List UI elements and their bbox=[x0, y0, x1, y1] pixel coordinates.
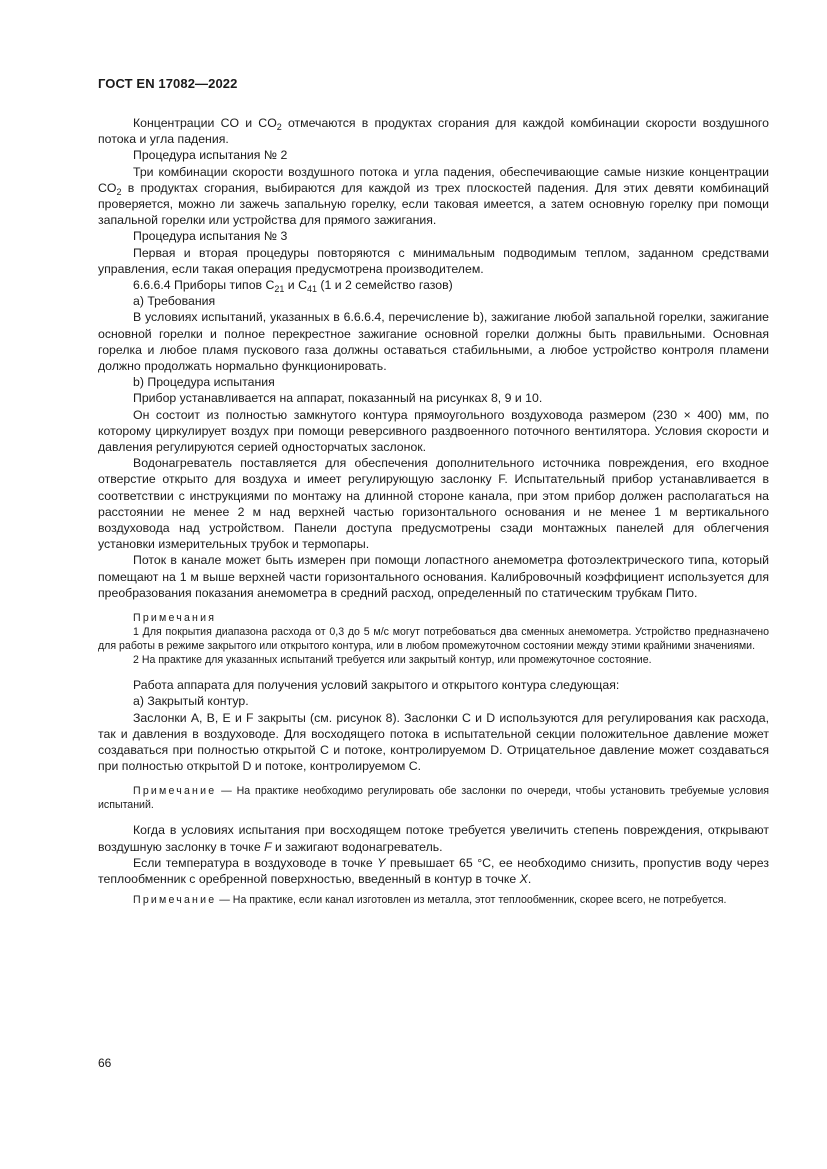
note-block bbox=[98, 893, 769, 907]
paragraph: Когда в условиях испытания при восходящем потоке требуется увеличить степень повреждения, открывают воздушную заслонку в точке F и зажигают водонагреватель. bbox=[98, 823, 769, 854]
notes-block bbox=[98, 611, 769, 667]
paragraph: В условиях испытаний, указанных в 6.6.6.4, перечисление b), зажигание любой запальной горелки, зажигание основной горелки и полное перекрестное зажигание основной горелки должны быть правильными. Основная горелка и любое пламя пускового газа должны оставаться стабильными, а любое устройство контроля пламени должно продолжать нормально функционировать. bbox=[98, 310, 769, 374]
note-block bbox=[98, 784, 769, 812]
note-text: Примечание — На практике необходимо регулировать обе заслонки по очереди, чтобы установить требуемые условия испытаний. bbox=[98, 785, 769, 812]
page-number: 66 bbox=[98, 1056, 112, 1070]
paragraph: Водонагреватель поставляется для обеспечения дополнительного источника повреждения, его входное отверстие открыто для воздуха и имеет регулирующую заслонку F. Испытательный прибор устанавливается в соответствии с инструкциями по монтажу на длинной стороне канала, при этом прибор должен располагаться на расстоянии не менее 2 м над верхней частью горизонтального основания и не менее 1 м вертикального воздуховода над устройством. Панели доступа предусмотрены сзади монтажных панелей для облегчения установки измерительных трубок и термопары. bbox=[98, 456, 769, 552]
paragraph: Поток в канале может быть измерен при помощи лопастного анемометра фотоэлектрического типа, который помещают на 1 м выше верхней части горизонтального основания. Калибровочный коэффициент используется для преобразования показания анемометра в средний расход, определенный по статическим трубкам Пито. bbox=[98, 553, 769, 600]
paragraph: Работа аппарата для получения условий закрытого и открытого контура следующая: bbox=[133, 678, 620, 693]
procedure-heading-2: Процедура испытания № 2 bbox=[133, 148, 288, 163]
page-body bbox=[98, 115, 769, 907]
section-heading: 6.6.6.4 Приборы типов $C_{21}$ и $C_{41}$ (1 и 2 семейство газов) bbox=[133, 278, 453, 295]
subheading-closed-loop: а) Закрытый контур. bbox=[133, 694, 249, 709]
paragraph: Первая и вторая процедуры повторяются с минимальным подводимым теплом, заданном средствами управления, если такая операция предусмотрена производителем. bbox=[98, 245, 769, 276]
paragraph: Прибор устанавливается на аппарат, показанный на рисунках 8, 9 и 10. bbox=[133, 391, 543, 406]
document-header: ГОСТ EN 17082—2022 bbox=[98, 76, 238, 91]
paragraph: Если температура в воздуховоде в точке Y превышает 65 °C, ее необходимо снизить, пропустив воду через теплообменник с оребренной поверхностью, введенный в контур в точке X. bbox=[98, 855, 769, 886]
subheading-requirements: а) Требования bbox=[133, 294, 216, 309]
paragraph: Три комбинации скорости воздушного потока и угла падения, обеспечивающие самые низкие концентрации $CO_2$ в продуктах сгорания, выбираются для каждой из трех плоскостей падения. Для этих девяти комбинаций проверяется, можно ли зажечь запальную горелку, если таковая имеется, а затем основную горелку при помощи запальной горелки или устройства для прямого зажигания. bbox=[98, 164, 769, 228]
note-text: Примечание — На практике, если канал изготовлен из металла, этот теплообменник, скорее всего, не потребуется. bbox=[133, 894, 727, 907]
paragraph: Концентрации CO и $CO_2$ отмечаются в продуктах сгорания для каждой комбинации скорости воздушного потока и угла падения. bbox=[98, 116, 769, 147]
procedure-heading-3: Процедура испытания № 3 bbox=[133, 229, 288, 244]
paragraph: Заслонки A, B, E и F закрыты (см. рисунок 8). Заслонки C и D используются для регулирования как расхода, так и давления в воздуховоде. Для восходящего потока в испытательной секции положительное давление может создаваться при полностью открытой C и потоке, контролируемом D. Отрицательное давление может создаваться при полностью открытой D и потоке, контролируемом C. bbox=[98, 710, 769, 774]
notes-title: Примечания bbox=[133, 612, 217, 625]
note-1: 1 Для покрытия диапазона расхода от 0,3 до 5 м/с могут потребоваться два сменных анемометра. Устройство предназначено для работы в режиме закрытого или открытого контура, или в любом промежуточном состоянии между этими крайними значениями. bbox=[98, 626, 769, 653]
note-2: 2 На практике для указанных испытаний требуется или закрытый контур, или промежуточное состояние. bbox=[133, 654, 652, 667]
paragraph: Он состоит из полностью замкнутого контура прямоугольного воздуховода размером (230 × 400) мм, по которому циркулирует воздух при помощи реверсивного раздвоенного поточного вентилятора. Условия скорости и давления регулируются серией односторчатых заслонок. bbox=[98, 407, 769, 455]
subheading-procedure: b) Процедура испытания bbox=[133, 375, 275, 390]
